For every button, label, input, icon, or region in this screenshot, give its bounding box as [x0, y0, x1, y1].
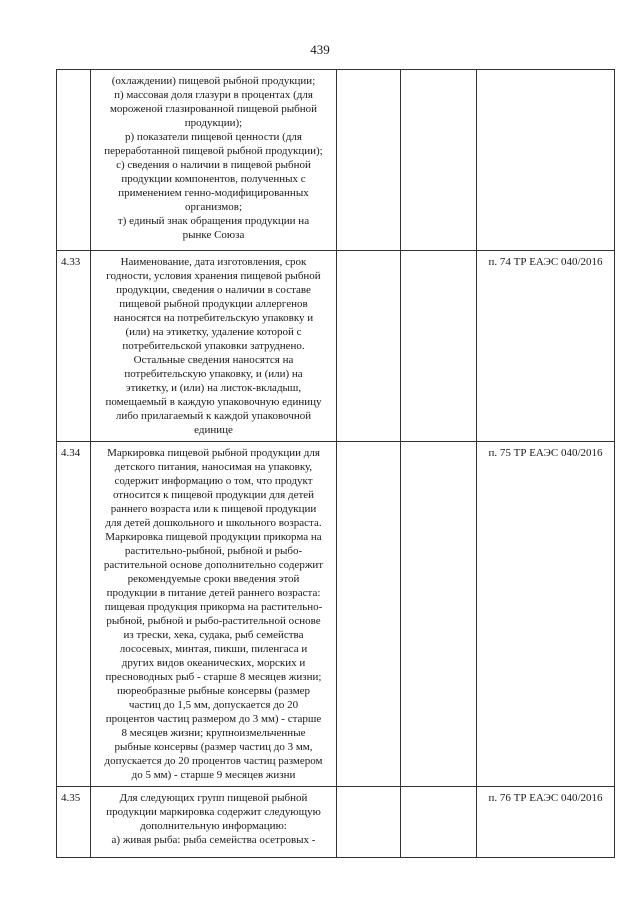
- regulation-reference: п. 74 ТР ЕАЭС 040/2016: [477, 251, 615, 442]
- regulation-reference: [477, 70, 615, 251]
- empty-cell: [401, 442, 477, 787]
- table-row: [57, 70, 615, 251]
- item-number: [57, 70, 91, 251]
- regulation-reference: п. 75 ТР ЕАЭС 040/2016: [477, 442, 615, 787]
- item-number: 4.33: [57, 251, 91, 442]
- requirement-text: Наименование, дата изготовления, срок годности, условия хранения пищевой рыбной продукции, сведения о наличии в составе пищевой рыбной продукции аллергенов наносятся на потребительскую упаковку и (или) на этикетку, удаление которой с потребительской упаковки затруднено. Остальные сведения наносятся на потребительскую упаковку, и (или) на этикетку, и (или) на листок-вкладыш, помещаемый в каждую упаковочную единицу либо прилагаемый к каждой упаковочной единице: [91, 251, 337, 442]
- requirement-text: Маркировка пищевой рыбной продукции для детского питания, наносимая на упаковку, содержит информацию о том, что продукт относится к пищевой продукции для детей раннего возраста или к пищевой продукции для детей дошкольного и школьного возраста. Маркировка пищевой продукции прикорма на растительно-рыбной, рыбной и рыбо- растительной основе дополнительно содержит рекомендуемые сроки введения этой продукции в питание детей раннего возраста: пищевая продукция прикорма на растительно- рыбной, рыбной и рыбо-растительной основе из трески, хека, судака, рыб семейства лососевых, минтая, пикши, пиленгаса и других видов океанических, морских и пресноводных рыб - старше 8 месяцев жизни; пюреобразные рыбные консервы (размер частиц до 1,5 мм, допускается до 20 процентов частиц размером до 3 мм) - старше 8 месяцев жизни; крупноизмельченные рыбные консервы (размер частиц до 3 мм, допускается до 20 процентов частиц размером до 5 мм) - старше 9 месяцев жизни: [91, 442, 337, 787]
- empty-cell: [401, 787, 477, 858]
- item-number: 4.35: [57, 787, 91, 858]
- regulation-reference: п. 76 ТР ЕАЭС 040/2016: [477, 787, 615, 858]
- requirements-table: [56, 69, 615, 858]
- requirement-text: (охлаждении) пищевой рыбной продукции; п) массовая доля глазури в процентах (для мороженой глазированной пищевой рыбной продукции); р) показатели пищевой ценности (для переработанной пищевой рыбной продукции); с) сведения о наличии в пищевой рыбной продукции компонентов, полученных с применением генно-модифицированных организмов; т) единый знак обращения продукции на рынке Союза: [91, 70, 337, 251]
- table-row: [57, 251, 615, 442]
- empty-cell: [401, 70, 477, 251]
- empty-cell: [337, 70, 401, 251]
- empty-cell: [337, 442, 401, 787]
- page-number: 439: [310, 42, 330, 57]
- empty-cell: [337, 251, 401, 442]
- item-number: 4.34: [57, 442, 91, 787]
- empty-cell: [337, 787, 401, 858]
- requirement-text: Для следующих групп пищевой рыбной продукции маркировка содержит следующую дополнительную информацию: а) живая рыба: рыба семейства осетровых -: [91, 787, 337, 858]
- empty-cell: [401, 251, 477, 442]
- table-row: [57, 442, 615, 787]
- table-row: [57, 787, 615, 858]
